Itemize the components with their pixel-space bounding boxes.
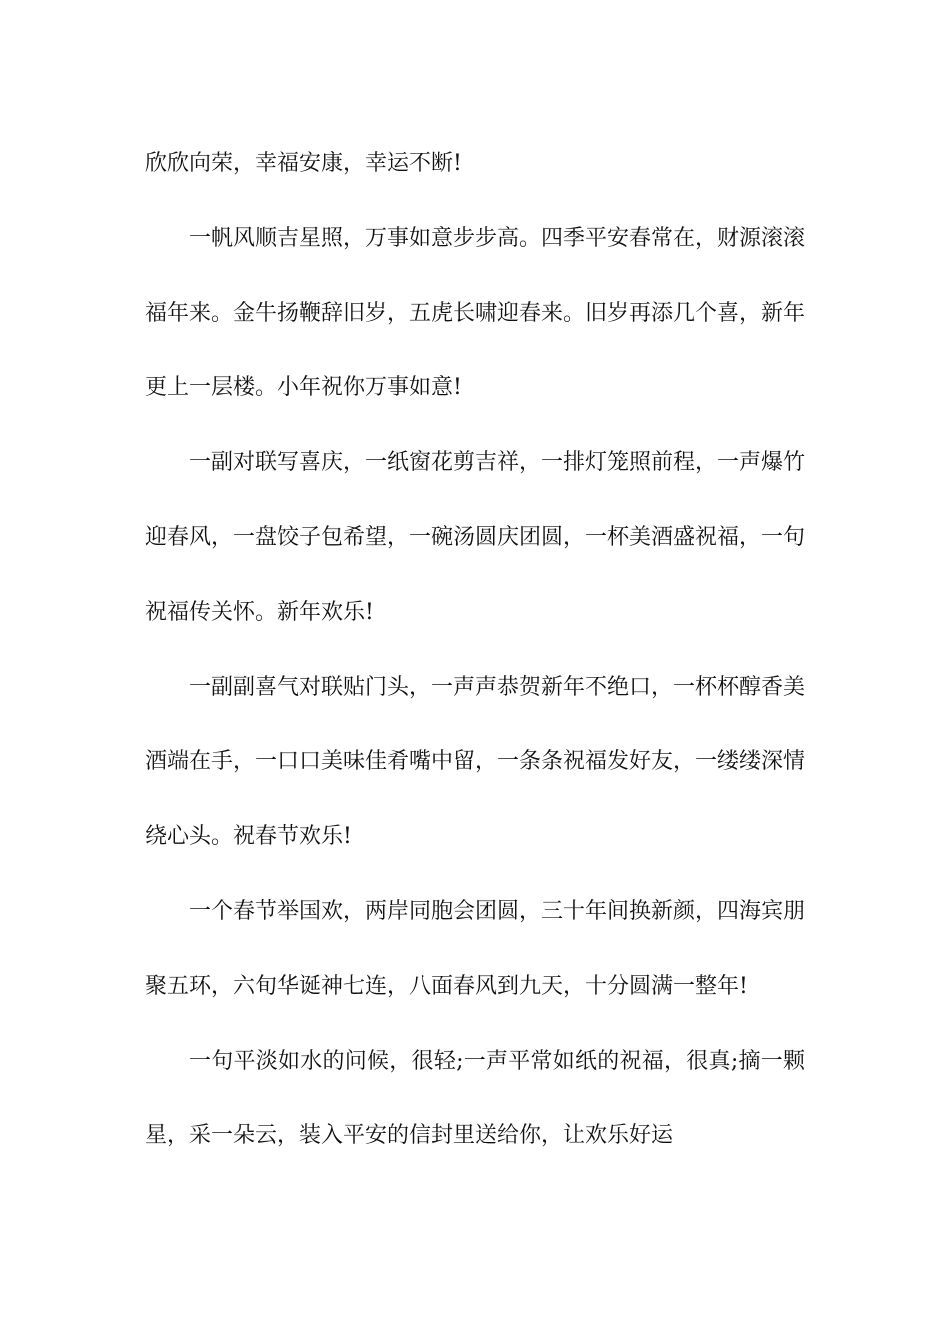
paragraph-3: 一副对联写喜庆，一纸窗花剪吉祥，一排灯笼照前程，一声爆竹迎春风，一盘饺子包希望，一碗汤圆庆团圆，一杯美酒盛祝福，一句祝福传关怀。新年欢乐! bbox=[145, 450, 806, 625]
paragraph-4: 一副副喜气对联贴门头，一声声恭贺新年不绝口，一杯杯醇香美酒端在手，一口口美味佳肴嘴中留，一条条祝福发好友，一缕缕深情绕心头。祝春节欢乐! bbox=[145, 674, 806, 850]
paragraph-1: 欣欣向荣，幸福安康，幸运不断! bbox=[145, 151, 462, 176]
paragraph-5: 一个春节举国欢，两岸同胞会团圆，三十年间换新颜，四海宾朋聚五环，六旬华诞神七连，八面春风到九天，十分圆满一整年! bbox=[145, 898, 806, 999]
paragraph-6: 一句平淡如水的问候，很轻;一声平常如纸的祝福，很真;摘一颗星，采一朵云，装入平安的信封里送给你，让欢乐好运 bbox=[145, 1048, 805, 1149]
paragraph-2: 一帆风顺吉星照，万事如意步步高。四季平安春常在，财源滚滚福年来。金牛扬鞭辞旧岁，五虎长啸迎春来。旧岁再添几个喜，新年更上一层楼。小年祝你万事如意! bbox=[145, 225, 806, 401]
document-body bbox=[145, 127, 805, 1174]
